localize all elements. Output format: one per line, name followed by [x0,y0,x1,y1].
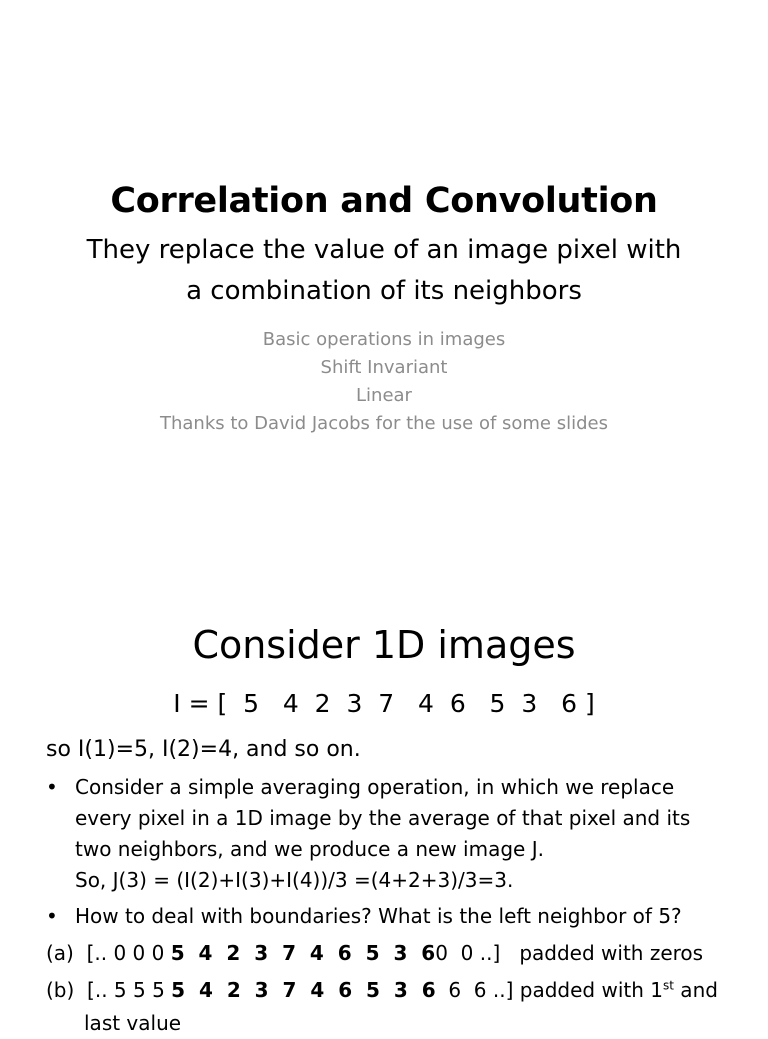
option-a [46,938,746,969]
option-label: (b) [46,978,75,1002]
bullet-line: Consider a simple averaging operation, in which we replace [75,775,675,799]
note-line: Shift Invariant [320,357,448,378]
image-array: I = [ 5 4 2 3 7 4 6 5 3 6 ] [173,689,595,718]
option-prefix: [.. 0 0 0 [86,941,171,965]
bullet-line: How to deal with boundaries? What is the left neighbor of 5? [75,904,682,928]
slide-subtitle [40,230,728,312]
note-line: Thanks to David Jacobs for the use of some slides [160,413,608,434]
subtitle-line-1: They replace the value of an image pixel with [86,235,682,265]
option-b [46,975,746,1006]
bullet-line: every pixel in a 1D image by the average of that pixel and its [75,806,691,830]
slide-heading: Consider 1D images [192,623,576,667]
bullet-boundaries [46,901,736,932]
option-superscript: st [662,978,674,993]
option-b-continued: last value [84,1011,182,1035]
option-bold-values: 5 4 2 3 7 4 6 5 3 6 [170,941,436,965]
index-explanation: so I(1)=5, I(2)=4, and so on. [46,737,361,762]
option-suffix: 0 0 ..] padded with zeros [435,941,704,965]
bullet-dot: • [46,775,58,799]
slide-1d-images [0,576,768,1035]
slide-notes [0,326,768,438]
bullet-line: two neighbors, and we produce a new image J. [75,837,544,861]
note-line: Basic operations in images [262,329,506,350]
slide-title-heading: Correlation and Convolution [110,181,658,221]
option-after-sup: and [673,978,718,1002]
subtitle-line-2: a combination of its neighbors [186,276,582,306]
option-prefix: [.. 5 5 5 [87,978,172,1002]
option-suffix: 6 6 ..] padded with 1 [435,978,663,1002]
option-bold-values: 5 4 2 3 7 4 6 5 3 6 [171,978,436,1002]
bullet-averaging [46,772,736,896]
note-line: Linear [356,385,412,406]
bullet-line: So, J(3) = (I(2)+I(3)+I(4))/3 =(4+2+3)/3=3. [75,868,514,892]
bullet-dot: • [46,904,58,928]
option-label: (a) [46,941,74,965]
